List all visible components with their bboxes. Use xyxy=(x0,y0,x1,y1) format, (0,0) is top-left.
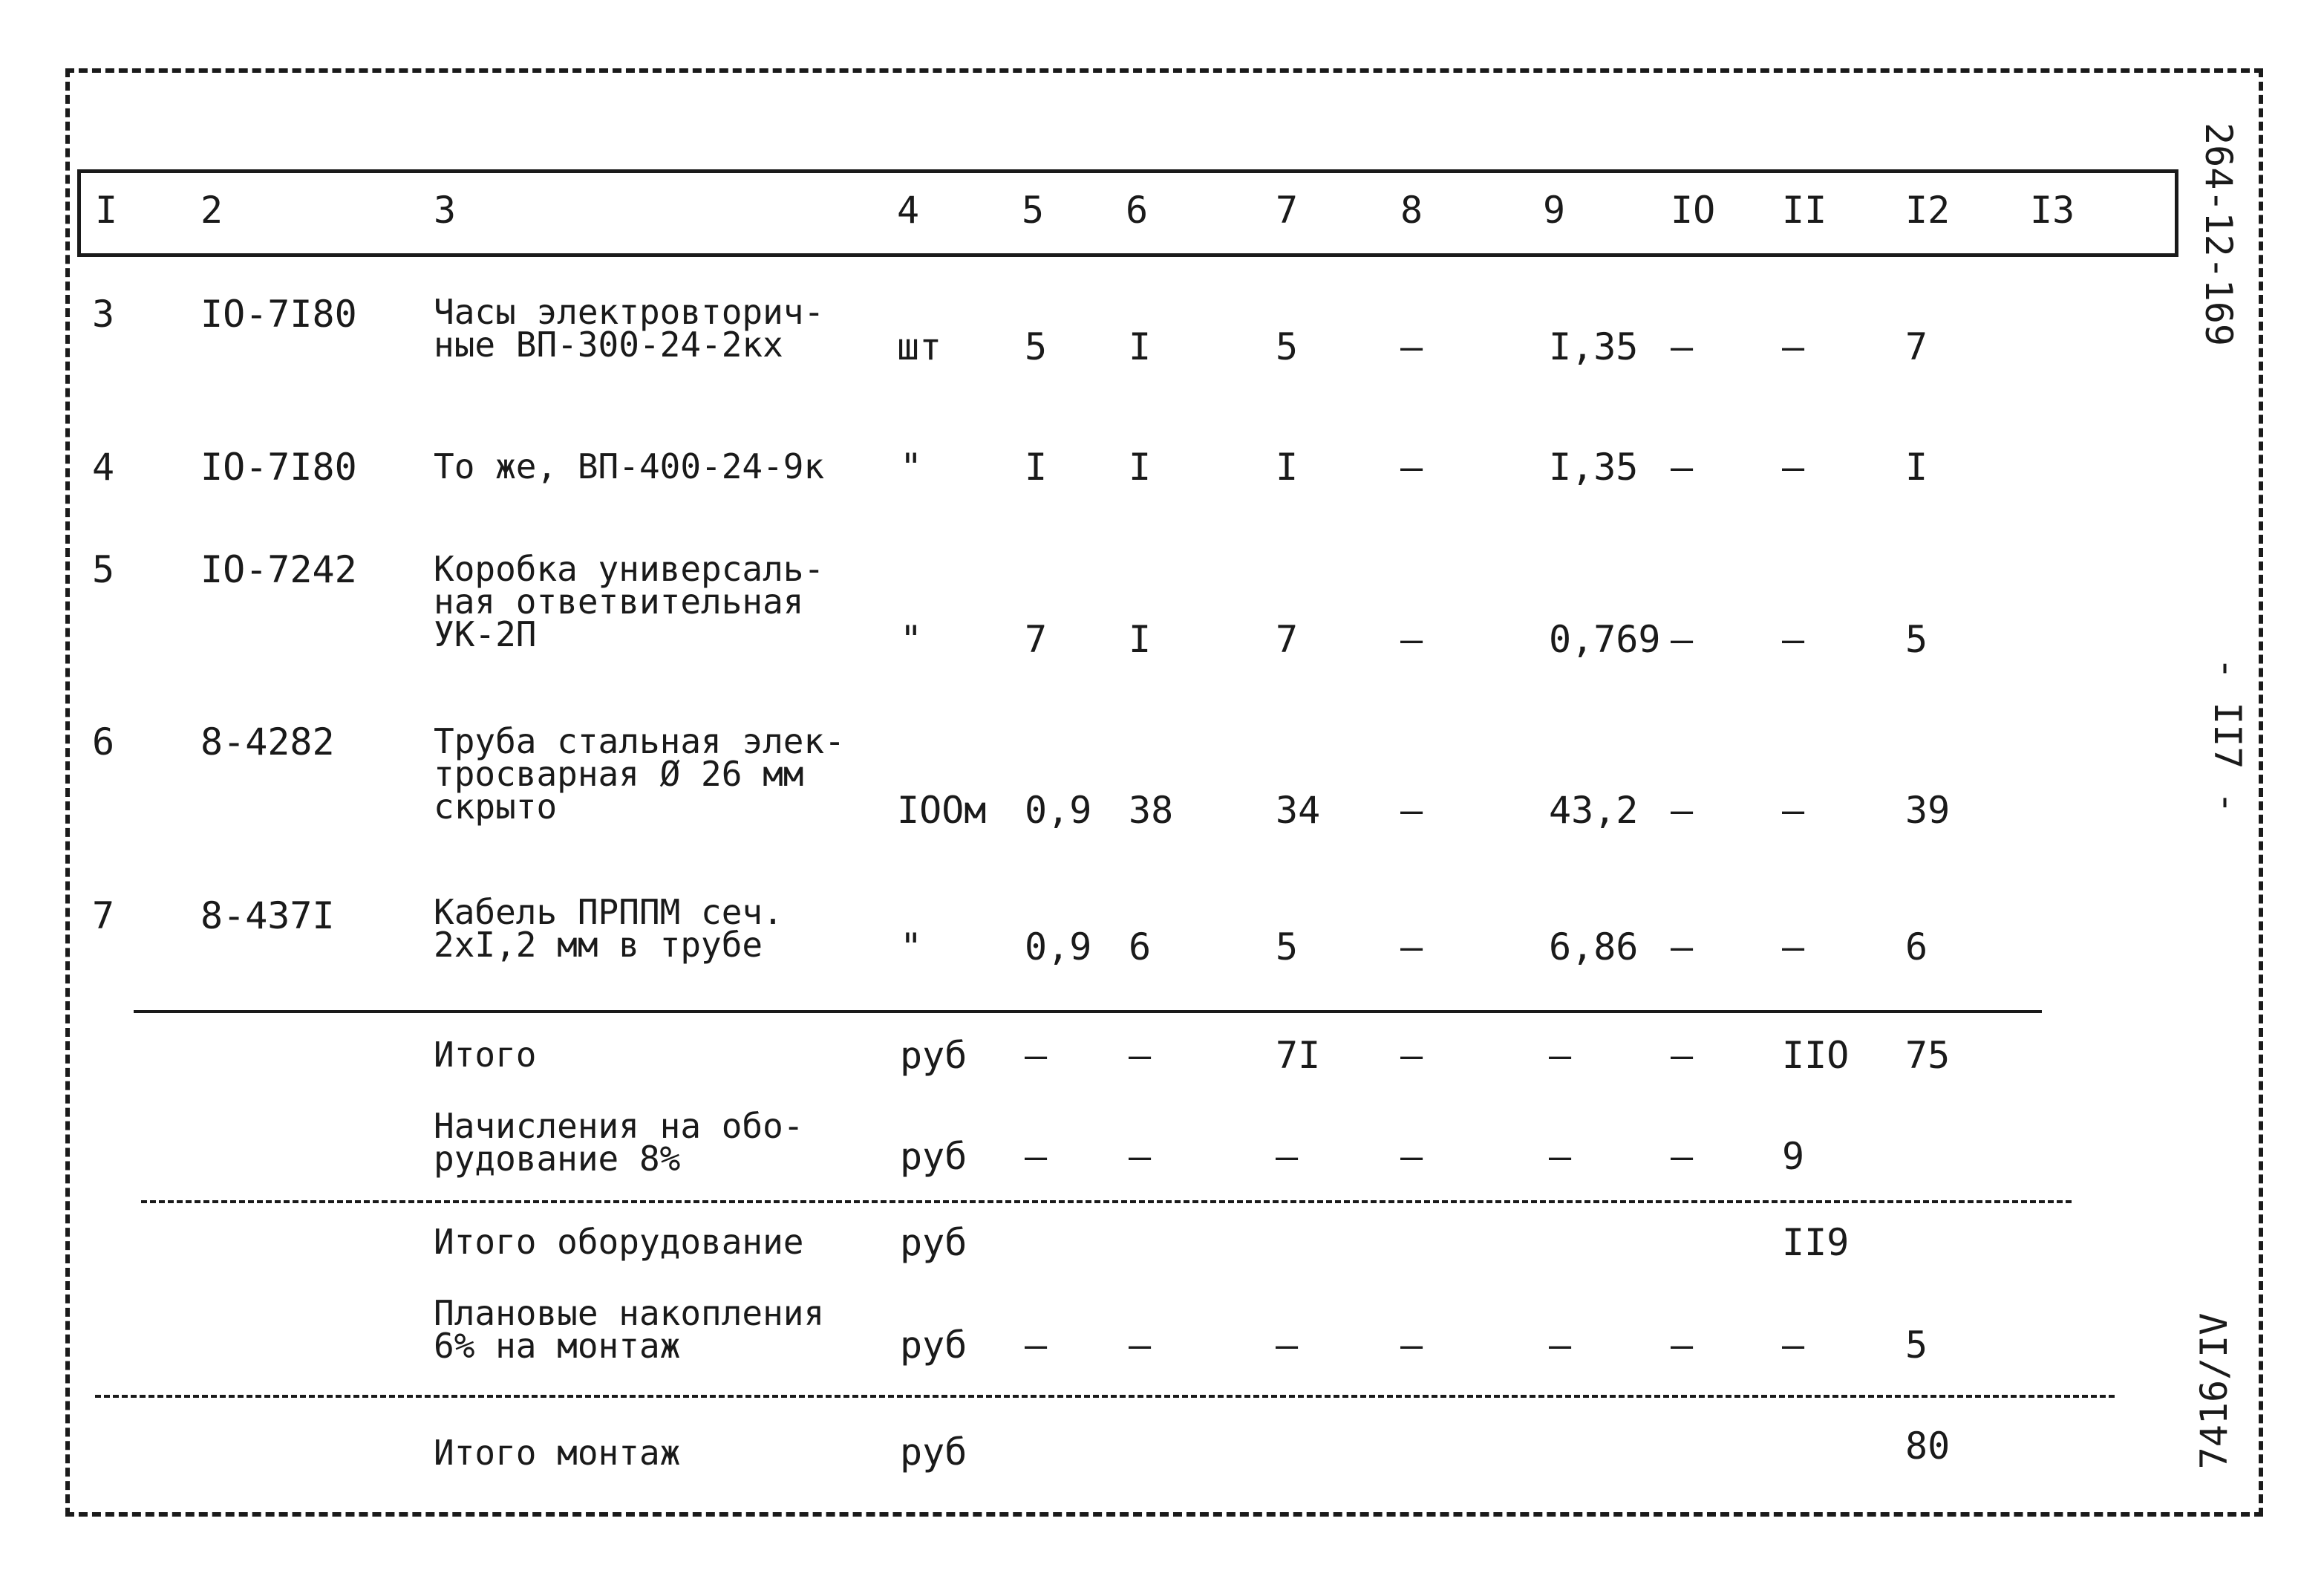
row-position: 6 xyxy=(92,720,115,764)
totals-col-7: 7I xyxy=(1276,1034,1321,1077)
row-col-8: – xyxy=(1400,325,1423,368)
totals-col-12: 80 xyxy=(1905,1425,1951,1468)
row-description-line: скрыто xyxy=(434,787,558,827)
row-description-line: тросварная Ø 26 мм xyxy=(434,754,804,794)
totals-col-9: – xyxy=(1549,1034,1572,1077)
totals-col-10: – xyxy=(1671,1034,1694,1077)
totals-unit: руб xyxy=(900,1135,967,1178)
row-description-line: ная ответвительная xyxy=(434,582,804,622)
totals-col-9: – xyxy=(1549,1324,1572,1367)
row-col-5: 5 xyxy=(1025,325,1048,368)
totals-col-6: – xyxy=(1129,1034,1152,1077)
row-col-10: – xyxy=(1671,325,1694,368)
row-col-7: I xyxy=(1276,446,1299,489)
row-col-9: I,35 xyxy=(1549,325,1639,368)
header-col-11: II xyxy=(1782,189,1827,232)
separator-line xyxy=(134,1010,2042,1013)
row-code: IO-7242 xyxy=(200,548,357,591)
row-col-6: 38 xyxy=(1129,789,1174,832)
row-col-5: 0,9 xyxy=(1025,925,1092,968)
header-col-6: 6 xyxy=(1126,189,1149,232)
row-code: 8-4282 xyxy=(200,720,335,764)
header-col-8: 8 xyxy=(1400,189,1423,232)
row-col-6: I xyxy=(1129,618,1152,661)
header-col-4: 4 xyxy=(897,189,920,232)
row-col-7: 5 xyxy=(1276,325,1299,368)
totals-col-8: – xyxy=(1400,1324,1423,1367)
header-col-10: IO xyxy=(1671,189,1716,232)
row-col-7: 5 xyxy=(1276,925,1299,968)
row-code: IO-7I80 xyxy=(200,293,357,336)
totals-col-8: – xyxy=(1400,1034,1423,1077)
row-col-9: I,35 xyxy=(1549,446,1639,489)
row-col-6: I xyxy=(1129,325,1152,368)
page-number: - II7 - xyxy=(2206,657,2249,814)
row-description-line: УК-2П xyxy=(434,614,537,654)
row-col-12: 39 xyxy=(1905,789,1951,832)
totals-col-10: – xyxy=(1671,1135,1694,1178)
totals-unit: руб xyxy=(900,1324,967,1367)
totals-unit: руб xyxy=(900,1221,967,1264)
row-col-11: – xyxy=(1782,789,1805,832)
row-description-line: Труба стальная элек- xyxy=(434,721,845,761)
row-col-8: – xyxy=(1400,925,1423,968)
row-position: 3 xyxy=(92,293,115,336)
totals-description-line: Плановые накопления xyxy=(434,1293,825,1333)
totals-col-6: – xyxy=(1129,1324,1152,1367)
totals-col-12: 5 xyxy=(1905,1324,1928,1367)
row-col-8: – xyxy=(1400,618,1423,661)
row-col-12: 6 xyxy=(1905,925,1928,968)
row-col-12: I xyxy=(1905,446,1928,489)
totals-description-line: Начисления на обо- xyxy=(434,1106,804,1146)
row-col-7: 34 xyxy=(1276,789,1321,832)
totals-description-line: Итого оборудование xyxy=(434,1222,804,1262)
totals-col-5: – xyxy=(1025,1034,1048,1077)
row-col-6: 6 xyxy=(1129,925,1152,968)
row-position: 5 xyxy=(92,548,115,591)
row-col-11: – xyxy=(1782,618,1805,661)
row-position: 4 xyxy=(92,446,115,489)
totals-col-5: – xyxy=(1025,1324,1048,1367)
totals-col-12: 75 xyxy=(1905,1034,1951,1077)
header-col-12: I2 xyxy=(1905,189,1951,232)
totals-unit: руб xyxy=(900,1034,967,1077)
separator-line xyxy=(95,1395,2115,1398)
row-col-8: – xyxy=(1400,446,1423,489)
totals-col-5: – xyxy=(1025,1135,1048,1178)
row-description-line: 2xI,2 мм в трубе xyxy=(434,925,763,965)
totals-col-7: – xyxy=(1276,1324,1299,1367)
header-col-13: I3 xyxy=(2030,189,2075,232)
totals-col-10: – xyxy=(1671,1324,1694,1367)
row-unit: шт xyxy=(897,325,942,368)
row-col-9: 6,86 xyxy=(1549,925,1639,968)
row-col-12: 5 xyxy=(1905,618,1928,661)
row-unit: " xyxy=(900,446,923,489)
row-col-5: 7 xyxy=(1025,618,1048,661)
row-col-9: 43,2 xyxy=(1549,789,1639,832)
row-col-11: – xyxy=(1782,925,1805,968)
row-col-5: I xyxy=(1025,446,1048,489)
row-col-10: – xyxy=(1671,618,1694,661)
totals-col-11: II9 xyxy=(1782,1221,1850,1264)
totals-description-line: Итого монтаж xyxy=(434,1433,681,1473)
row-code: 8-437I xyxy=(200,894,335,937)
header-col-5: 5 xyxy=(1022,189,1045,232)
row-unit: " xyxy=(900,618,923,661)
inventory-number: 7416/IV xyxy=(2193,1312,2236,1470)
separator-line xyxy=(141,1200,2072,1203)
row-unit: IOOм xyxy=(897,789,987,832)
row-col-12: 7 xyxy=(1905,325,1928,368)
totals-col-9: – xyxy=(1549,1135,1572,1178)
row-col-8: – xyxy=(1400,789,1423,832)
totals-description-line: рудование 8% xyxy=(434,1139,681,1179)
header-col-1: I xyxy=(95,189,118,232)
row-col-9: 0,769 xyxy=(1549,618,1661,661)
row-col-10: – xyxy=(1671,446,1694,489)
row-unit: " xyxy=(900,925,923,968)
row-col-11: – xyxy=(1782,446,1805,489)
row-col-10: – xyxy=(1671,789,1694,832)
document-code: 264-12-169 xyxy=(2197,123,2240,347)
row-description-line: Коробка универсаль- xyxy=(434,549,825,589)
row-description-line: ные ВП-300-24-2кх xyxy=(434,325,783,365)
header-col-7: 7 xyxy=(1276,189,1299,232)
row-code: IO-7I80 xyxy=(200,446,357,489)
totals-col-11: IIO xyxy=(1782,1034,1850,1077)
row-col-7: 7 xyxy=(1276,618,1299,661)
header-col-2: 2 xyxy=(200,189,223,232)
row-position: 7 xyxy=(92,894,115,937)
row-col-10: – xyxy=(1671,925,1694,968)
totals-col-6: – xyxy=(1129,1135,1152,1178)
row-description-line: Часы электровторич- xyxy=(434,292,825,332)
row-description-line: То же, ВП-400-24-9к xyxy=(434,446,825,486)
totals-unit: руб xyxy=(900,1430,967,1474)
totals-col-7: – xyxy=(1276,1135,1299,1178)
totals-col-11: – xyxy=(1782,1324,1805,1367)
totals-description-line: 6% на монтаж xyxy=(434,1326,681,1366)
row-col-6: I xyxy=(1129,446,1152,489)
totals-col-8: – xyxy=(1400,1135,1423,1178)
row-col-5: 0,9 xyxy=(1025,789,1092,832)
totals-col-11: 9 xyxy=(1782,1135,1805,1178)
totals-description-line: Итого xyxy=(434,1035,537,1075)
row-description-line: Кабель ПРППМ сеч. xyxy=(434,892,783,932)
header-col-3: 3 xyxy=(434,189,457,232)
header-col-9: 9 xyxy=(1543,189,1566,232)
row-col-11: – xyxy=(1782,325,1805,368)
